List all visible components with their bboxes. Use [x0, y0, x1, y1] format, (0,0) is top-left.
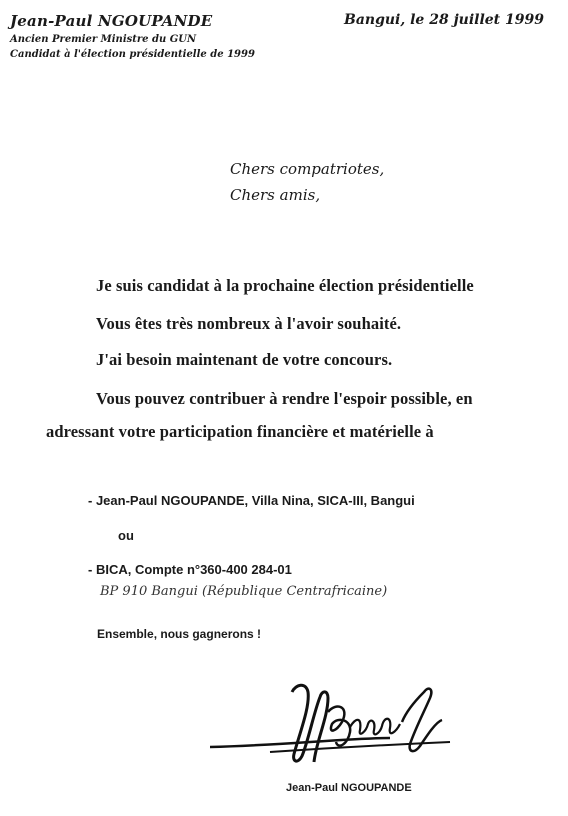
- handwritten-postal-note: BP 910 Bangui (République Centrafricaine): [100, 584, 388, 599]
- contact-address: - Jean-Paul NGOUPANDE, Villa Nina, SICA-III, Bangui: [88, 493, 415, 508]
- signer-name: Jean-Paul NGOUPANDE: [286, 782, 412, 794]
- body-line-2: Vous êtes très nombreux à l'avoir souhaité.: [96, 314, 402, 333]
- body-line-4: Vous pouvez contribuer à rendre l'espoir possible, en: [96, 389, 473, 408]
- letterhead-candidate-line: Candidat à l'élection présidentielle de 1999: [10, 49, 255, 60]
- contact-bank-account: - BICA, Compte n°360-400 284-01: [88, 562, 292, 577]
- body-line-5: adressant votre participation financière et matérielle à: [46, 422, 434, 441]
- salutation-line-2: Chers amis,: [230, 186, 321, 204]
- salutation-line-1: Chers compatriotes,: [230, 160, 385, 178]
- letterhead-title: Ancien Premier Ministre du GUN: [10, 34, 197, 45]
- place-and-date: Bangui, le 28 juillet 1999: [344, 12, 544, 28]
- letterhead-name: Jean-Paul NGOUPANDE: [10, 12, 213, 30]
- closing-line: Ensemble, nous gagnerons !: [97, 627, 262, 641]
- body-line-3: J'ai besoin maintenant de votre concours.: [96, 350, 393, 369]
- body-line-1: Je suis candidat à la prochaine élection présidentielle: [96, 276, 474, 295]
- handwritten-signature: [210, 672, 470, 782]
- contact-or: ou: [118, 528, 134, 543]
